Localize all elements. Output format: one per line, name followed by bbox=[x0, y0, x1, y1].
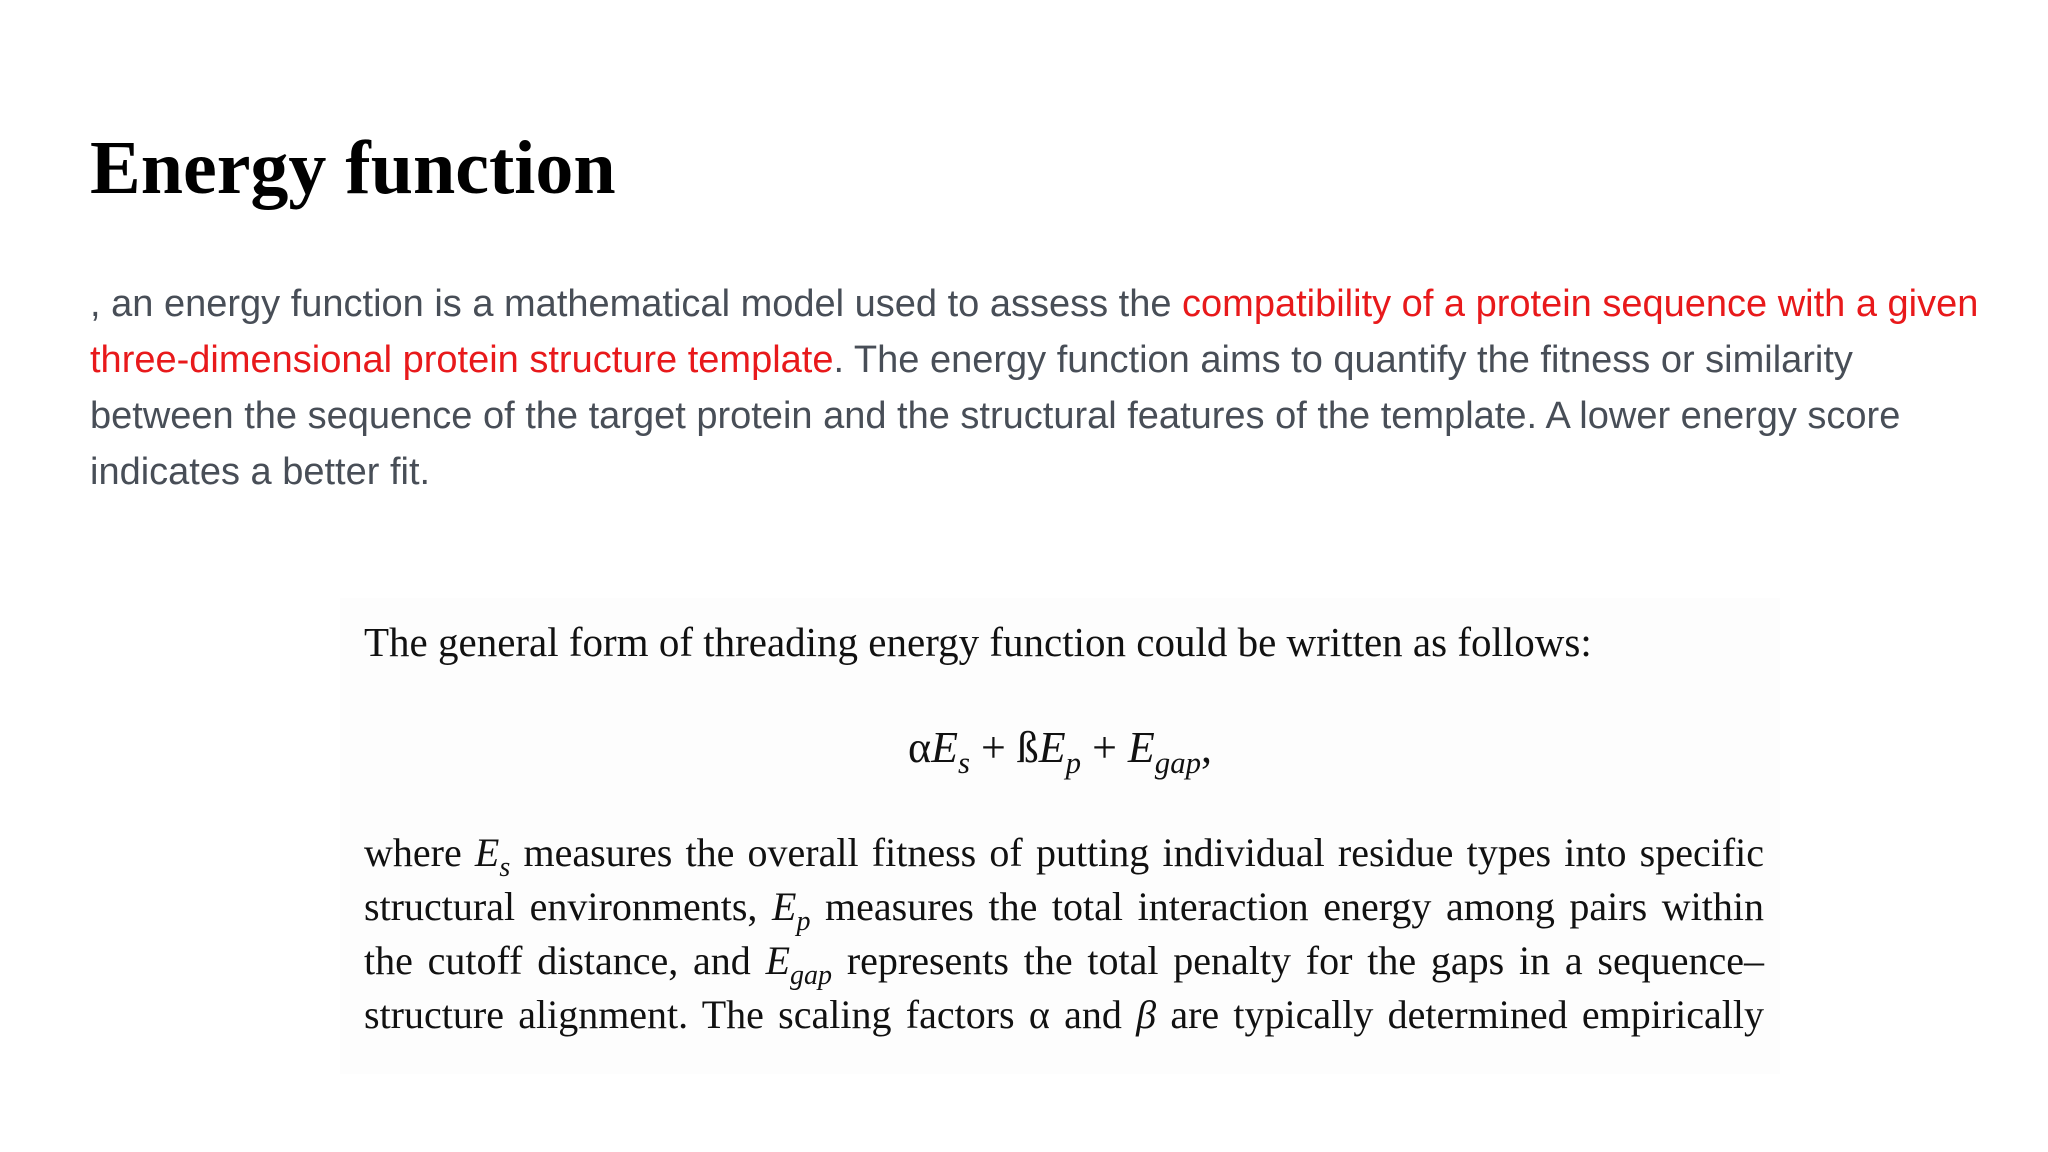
equation-plus-2: + bbox=[1081, 723, 1128, 772]
excerpt-line-text: where bbox=[364, 830, 475, 875]
body-lead-text: , an energy function is a mathematical model used to assess the bbox=[90, 283, 1183, 325]
excerpt-line bbox=[364, 988, 1764, 1042]
excerpt-subscript: gap bbox=[790, 959, 833, 991]
excerpt-line bbox=[364, 880, 1765, 937]
excerpt-intro: The general form of threading energy function could be written as follows: bbox=[364, 619, 1592, 665]
equation-sub-p: p bbox=[1065, 745, 1082, 780]
body-highlight-text: compatibility of a protein sequence with a given three-dimensional protein structure template bbox=[90, 283, 1979, 381]
excerpt-var: E bbox=[765, 938, 791, 983]
equation-beta: ß bbox=[1016, 723, 1039, 772]
excerpt-explanation bbox=[364, 826, 1764, 1042]
excerpt-line-text: are typically determined empirically bbox=[1156, 992, 1764, 1037]
slide-title: Energy function bbox=[90, 126, 616, 210]
excerpt-line-text: measures the total interaction energy among pairs within bbox=[810, 884, 1765, 929]
excerpt-subscript: p bbox=[796, 905, 811, 937]
equation-sub-gap: gap bbox=[1154, 745, 1201, 780]
equation-comma: , bbox=[1201, 723, 1212, 772]
excerpt-line-text: structural environments, bbox=[364, 884, 772, 929]
excerpt-line-text: the cutoff distance, and bbox=[364, 938, 766, 983]
excerpt-line-text: represents the total penalty for the gaps in a sequence– bbox=[832, 938, 1765, 983]
equation-alpha: α bbox=[908, 723, 932, 772]
excerpt-var: E bbox=[772, 884, 797, 929]
equation-plus-1: + bbox=[969, 723, 1017, 772]
excerpt-line-text: measures the overall fitness of putting individual residue types into specific bbox=[510, 830, 1765, 875]
body-rest-text: . The energy function aims to quantify the fitness or similarity between the sequence of the target protein and the structural features of the template. A lower energy score indicates a better fit. bbox=[90, 339, 1901, 493]
excerpt-line bbox=[364, 826, 1765, 883]
excerpt-subscript: s bbox=[499, 851, 511, 883]
textbook-excerpt-image bbox=[340, 598, 1780, 1074]
excerpt-var: β bbox=[1136, 992, 1157, 1037]
excerpt-line-text: structure alignment. The scaling factors α and bbox=[364, 992, 1137, 1037]
equation-sub-s: s bbox=[957, 745, 970, 780]
excerpt-line bbox=[364, 934, 1765, 991]
energy-equation bbox=[340, 720, 1780, 780]
equation-e-s: E bbox=[931, 723, 958, 772]
excerpt-var: E bbox=[474, 830, 500, 875]
body-paragraph bbox=[90, 276, 2000, 500]
equation-e-gap: E bbox=[1127, 723, 1155, 772]
equation-e-p: E bbox=[1038, 723, 1066, 772]
